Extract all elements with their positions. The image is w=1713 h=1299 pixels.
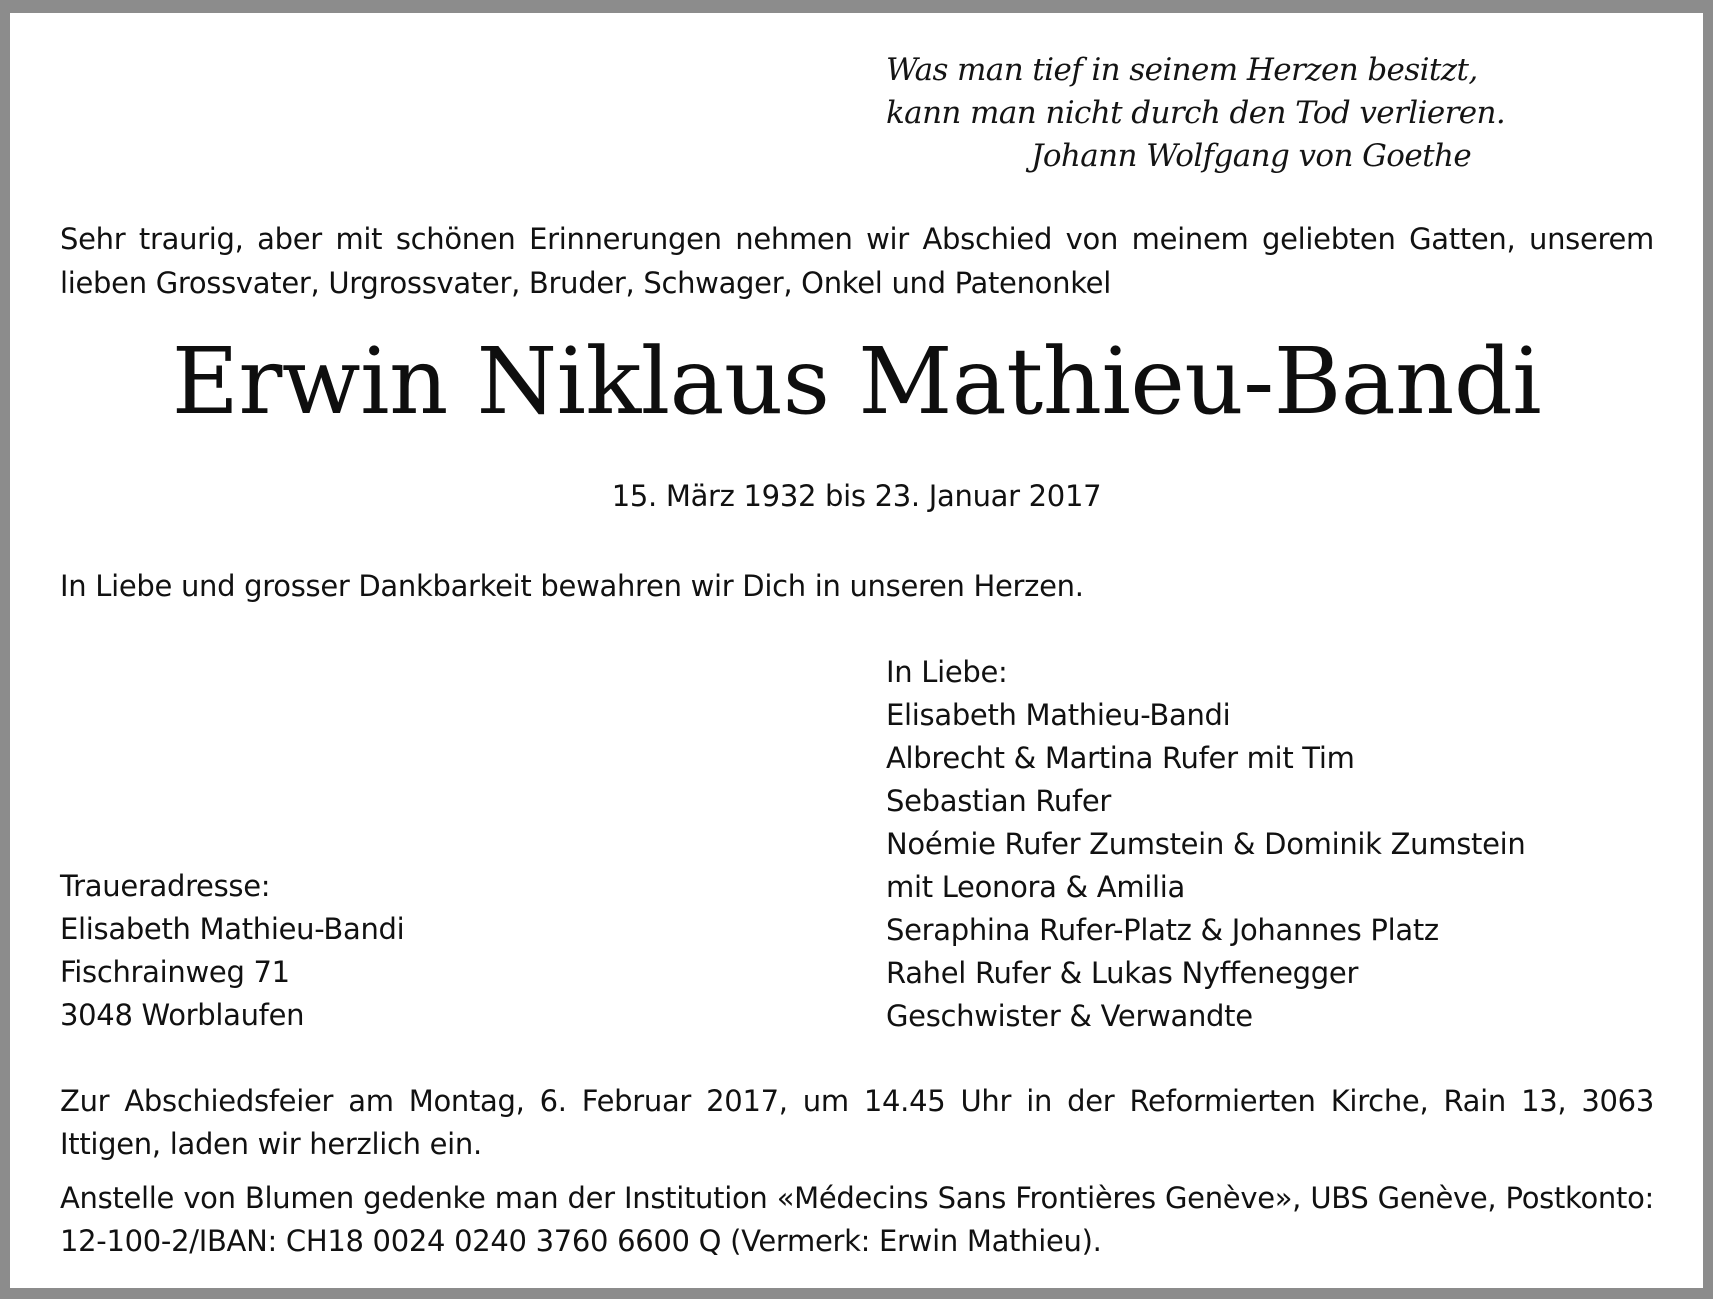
mourner-name: Albrecht & Martina Rufer mit Tim — [886, 741, 1355, 775]
address-name: Elisabeth Mathieu-Bandi — [60, 912, 405, 946]
deceased-name: Erwin Niklaus Mathieu-Bandi — [171, 328, 1542, 435]
mourning-address — [60, 865, 404, 1037]
mourners-list — [886, 651, 1525, 1038]
mourner-name: Sebastian Rufer — [886, 784, 1112, 818]
donation-text: Anstelle von Blumen gedenke man der Institution «Médecins Sans Frontières Genève», UBS Genève, Postkonto: 12-100-2/IBAN: CH18 0024 0240 3760 6600 Q (Vermerk: Erwin Mathieu). — [60, 1181, 1654, 1258]
obituary-notice — [10, 13, 1703, 1288]
goethe-quote — [886, 49, 1506, 178]
ceremony-text: Zur Abschiedsfeier am Montag, 6. Februar 2017, um 14.45 Uhr in der Reformierten Kirche, Rain 13, 3063 Ittigen, laden wir herzlich ein. — [60, 1084, 1654, 1161]
address-city: 3048 Worblaufen — [60, 998, 305, 1032]
mourners-heading: In Liebe: — [886, 655, 1008, 689]
mourner-name: mit Leonora & Amilia — [886, 870, 1186, 904]
tribute-text: In Liebe und grosser Dankbarkeit bewahren wir Dich in unseren Herzen. — [60, 569, 1084, 603]
quote-line: Was man tief in seinem Herzen besitzt, — [886, 52, 1478, 88]
quote-author: Johann Wolfgang von Goethe — [1031, 138, 1472, 174]
life-dates: 15. März 1932 bis 23. Januar 2017 — [611, 479, 1102, 513]
mourner-name: Rahel Rufer & Lukas Nyffenegger — [886, 956, 1359, 990]
mourner-name: Geschwister & Verwandte — [886, 999, 1253, 1033]
mourner-name: Seraphina Rufer-Platz & Johannes Platz — [886, 913, 1439, 947]
address-street: Fischrainweg 71 — [60, 955, 290, 989]
mourner-name: Noémie Rufer Zumstein & Dominik Zumstein — [886, 827, 1526, 861]
intro-text: Sehr traurig, aber mit schönen Erinnerungen nehmen wir Abschied von meinem geliebten Gatten, unserem lieben Grossvater, Urgrossvater, Bruder, Schwager, Onkel und Patenonkel — [60, 222, 1654, 300]
mourner-name: Elisabeth Mathieu-Bandi — [886, 698, 1231, 732]
quote-line: kann man nicht durch den Tod verlieren. — [886, 95, 1506, 131]
address-heading: Traueradresse: — [60, 869, 271, 903]
